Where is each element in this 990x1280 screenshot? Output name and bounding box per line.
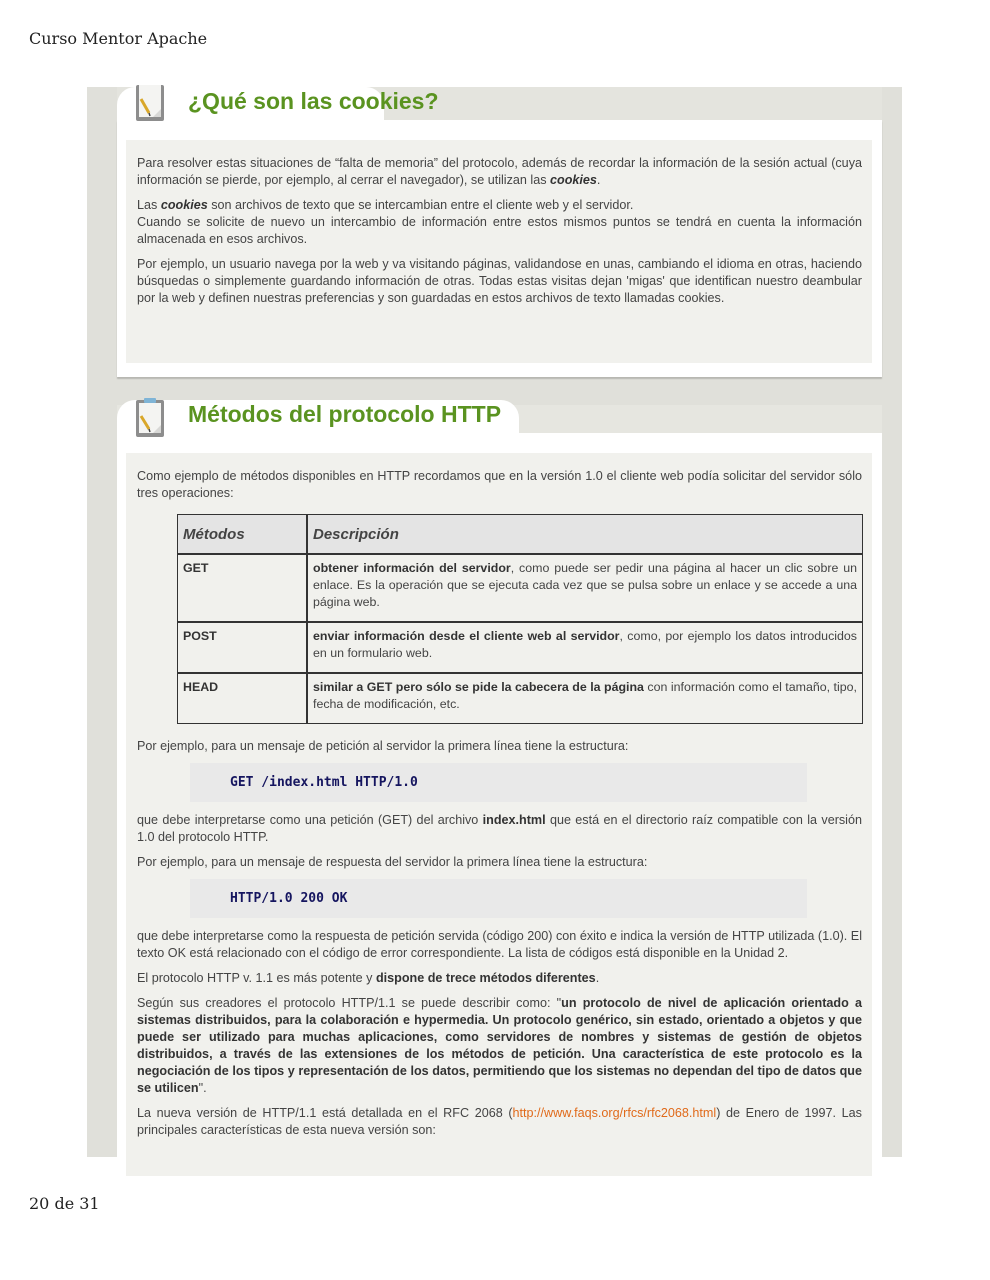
clipboard-pencil-icon (133, 397, 167, 439)
filename: index.html (482, 813, 546, 827)
text: Cuando se solicite de nuevo un intercambio de información entre estos mismos puntos se tendrá en cuenta la información almacenada en esos archivos. (137, 215, 862, 246)
text: ) de Enero de 1997. Las principales características de esta nueva versión son: (137, 1106, 862, 1137)
section-body (117, 120, 882, 377)
paragraph (137, 812, 862, 846)
description-cell (307, 622, 863, 673)
paragraph (137, 155, 862, 189)
emphasis-cookies: cookies (160, 198, 208, 212)
paragraph (137, 970, 862, 987)
text: Para resolver estas situaciones de “falta de memoria” del protocolo, además de recordar la información de la sesión actual (cuya información se pierde, por ejemplo, al cerrar el navegador), se utilizan las (137, 156, 862, 187)
text: Según sus creadores el protocolo HTTP/1.1 se puede describir como: " (137, 996, 562, 1010)
description-bold: obtener información del servidor (313, 561, 511, 575)
text: que está en el directorio raíz compatible con la versión 1.0 del protocolo HTTP. (137, 813, 862, 844)
description-cell (307, 673, 863, 724)
description-text: , como, por ejemplo los datos introducidos en un formulario web. (313, 629, 857, 660)
code-request-line: GET /index.html HTTP/1.0 (190, 763, 807, 802)
text: La nueva versión de HTTP/1.1 está detallada en el RFC 2068 ( (137, 1106, 513, 1120)
notepad-pencil-icon (133, 85, 167, 123)
table-row (177, 673, 863, 724)
paragraph: que debe interpretarse como la respuesta de petición servida (código 200) con éxito e indica la versión de HTTP utilizada (1.0). El texto OK está relacionado con el código de error correspondiente. La lista de códigos está disponible en la Unidad 2. (137, 929, 862, 960)
page-header: Curso Mentor Apache (29, 29, 208, 48)
section-title-bar (117, 87, 882, 120)
paragraph-intro: Como ejemplo de métodos disponibles en HTTP recordamos que en la versión 1.0 el cliente web podía solicitar del servidor sólo tres operaciones: (137, 469, 862, 500)
paragraph (137, 1105, 862, 1139)
description-bold: enviar información desde el cliente web al servidor (313, 629, 620, 643)
rfc-link[interactable]: http://www.faqs.org/rfcs/rfc2068.html (512, 1106, 717, 1120)
page-footer: 20 de 31 (29, 1194, 100, 1213)
paragraph-quote (137, 995, 862, 1097)
description-cell (307, 554, 863, 622)
text: El protocolo HTTP v. 1.1 es más potente y (137, 971, 376, 985)
method-cell: HEAD (177, 673, 307, 724)
emphasis-cookies: cookies (550, 173, 597, 187)
text: Las (137, 198, 161, 212)
description-text: con información como el tamaño, tipo, fecha de modificación, etc. (313, 680, 857, 711)
emphasis: dispone de trece métodos diferentes (375, 971, 596, 985)
description-text: , como puede ser pedir una página al hacer un clic sobre un enlace. Es la operación que se ejecuta cada vez que se pulsa sobre un enlace y se accede a una página web. (313, 561, 857, 609)
method-cell: GET (177, 554, 307, 622)
table-row (177, 622, 863, 673)
code-response-line: HTTP/1.0 200 OK (190, 879, 807, 918)
section-cookies (117, 87, 882, 377)
methods-table (177, 514, 863, 724)
paragraph: Por ejemplo, un usuario navega por la web y va visitando páginas, validandose en unas, cambiando el idioma en otras, haciendo búsquedas o simplemente guardando información de otras. Todas estas visitas dejan 'migas' que identifican nuestro deambular por la web y definen nuestras preferencias y son guardadas en estos archivos de texto llamadas cookies. (137, 257, 862, 305)
text: . (596, 173, 601, 187)
text: . (595, 971, 600, 985)
section-title-bar (117, 400, 882, 433)
paragraph (137, 197, 862, 248)
section-title: Métodos del protocolo HTTP (188, 401, 502, 427)
text: son archivos de texto que se intercambian entre el cliente web y el servidor. (207, 198, 634, 212)
header-description: Descripción (307, 514, 863, 554)
quote-bold: un protocolo de nivel de aplicación orientado a sistemas distribuidos, para la colaboración e hypermedia. Un protocolo genérico, sin estado, orientado a objetos y que puede ser utilizado para muchas aplicaciones, como servidores de nombres y sistemas de gestión de objetos distribuidos, a través de las extensiones de los métodos de petición. Una característica de este protocolo es la negociación de los tipos y representación de los datos, permitiendo que los sistemas no dependan del tipo de datos que se utilicen (137, 996, 862, 1095)
content-panel (126, 453, 872, 1176)
paragraph: Por ejemplo, para un mensaje de respuesta del servidor la primera línea tiene la estructura: (137, 855, 648, 869)
method-cell: POST (177, 622, 307, 673)
section-title: ¿Qué son las cookies? (188, 88, 439, 114)
table-row (177, 554, 863, 622)
header-methods: Métodos (177, 514, 307, 554)
section-http-methods (117, 400, 882, 1157)
paragraph: Por ejemplo, para un mensaje de petición al servidor la primera línea tiene la estructura: (137, 739, 629, 753)
text: ". (198, 1081, 207, 1095)
content-panel (126, 140, 872, 363)
description-bold: similar a GET pero sólo se pide la cabecera de la página (313, 680, 644, 694)
text: que debe interpretarse como una petición (GET) del archivo (137, 813, 483, 827)
table-header-row (177, 514, 863, 554)
section-body (117, 433, 882, 1157)
